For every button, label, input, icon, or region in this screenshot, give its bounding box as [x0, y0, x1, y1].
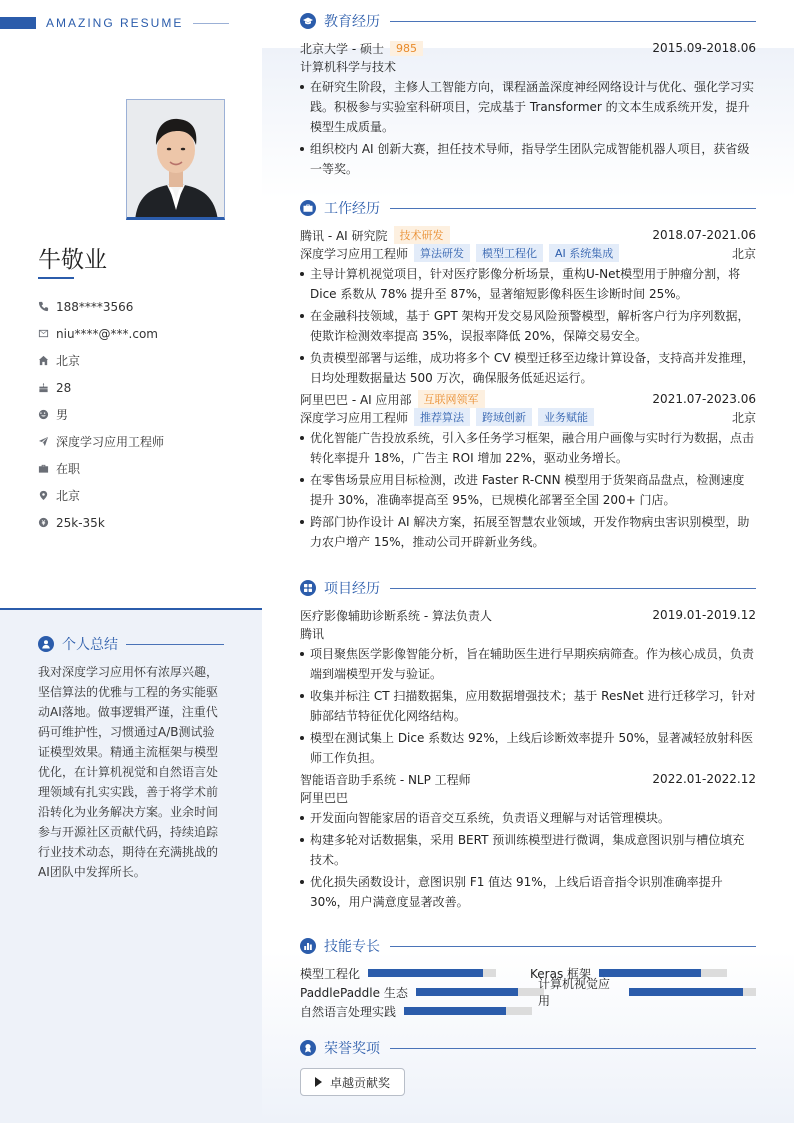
job-skill-tag: 推荐算法 [414, 408, 470, 426]
job-company: 阿里巴巴 - AI 应用部 [300, 392, 412, 407]
work-section [300, 198, 756, 554]
skill-bar [416, 988, 544, 996]
bar-chart-icon [300, 938, 316, 954]
skill-name: PaddlePaddle 生态 [300, 985, 408, 1000]
job-entry [300, 390, 756, 552]
education-section [300, 11, 756, 181]
job-bullets [300, 264, 756, 388]
info-home-text: 北京 [56, 354, 81, 368]
job-bullets [300, 428, 756, 552]
job-skill-tag: AI 系统集成 [549, 244, 619, 262]
job-date: 2021.07-2023.06 [652, 392, 756, 406]
project-org-row [300, 788, 756, 806]
candidate-name: 牛敬业 [38, 247, 107, 273]
honor-label: 卓越贡献奖 [330, 1075, 391, 1090]
honors-title-line [390, 1048, 756, 1049]
job-position-row [300, 408, 756, 426]
projects-title: 项目经历 [324, 581, 380, 597]
work-title-line [390, 208, 756, 209]
job-position: 深度学习应用工程师 [300, 246, 409, 261]
info-position [38, 428, 164, 455]
brand-text: AMAZING RESUME [46, 16, 184, 30]
salary-icon [38, 517, 49, 528]
skills-header [300, 936, 756, 956]
honors-header [300, 1038, 756, 1058]
skill-bar [629, 988, 756, 996]
honors-title: 荣誉奖项 [324, 1041, 380, 1057]
job-tag: 技术研发 [394, 226, 450, 244]
info-phone [38, 293, 164, 320]
honors-section [300, 1038, 756, 1096]
info-location-text: 北京 [56, 489, 81, 503]
skill-fill [629, 988, 743, 996]
brand-bar [0, 17, 36, 29]
job-bullet: 负责模型部署与运维，成功将多个 CV 模型迁移至边缘计算设备，支持高并发推理，日均处理数据量达 500 万次，确保服务低延迟运行。 [300, 348, 756, 388]
skill-name: 自然语言处理实践 [300, 1004, 397, 1019]
job-company: 腾讯 - AI 研究院 [300, 228, 388, 243]
send-icon [38, 436, 49, 447]
job-bullet: 在零售场景应用目标检测，改进 Faster R-CNN 模型用于货架商品盘点，检测速度提升 30%，准确率提高至 95%，已规模化部署至全国 200+ 门店。 [300, 470, 756, 510]
skills-grid [300, 962, 756, 1022]
education-major-row [300, 57, 756, 75]
project-org: 腾讯 [300, 626, 325, 641]
grid-icon [300, 580, 316, 596]
skill-item [300, 1002, 532, 1020]
info-status [38, 455, 164, 482]
skill-item [300, 964, 496, 982]
cake-icon [38, 382, 49, 393]
project-date: 2019.01-2019.12 [652, 608, 756, 622]
job-city: 北京 [731, 246, 756, 261]
education-school: 北京大学 - 硕士 [300, 41, 384, 56]
education-bullets [300, 77, 756, 179]
home-icon [38, 355, 49, 366]
briefcase-icon [38, 463, 49, 474]
mail-icon [38, 328, 49, 339]
projects-section [300, 578, 756, 914]
project-bullet: 模型在测试集上 Dice 系数达 92%，上线后诊断效率提升 50%，显著减轻放射科医师工作负担。 [300, 728, 756, 768]
info-email [38, 320, 164, 347]
info-salary [38, 509, 164, 536]
brand-header [0, 14, 229, 32]
skill-name: 模型工程化 [300, 966, 361, 981]
info-age [38, 374, 164, 401]
job-city: 北京 [731, 410, 756, 425]
summary-title: 个人总结 [62, 637, 118, 653]
project-row [300, 770, 756, 788]
job-skill-tag: 跨域创新 [476, 408, 532, 426]
award-icon [300, 1040, 316, 1056]
education-header [300, 11, 756, 31]
education-bullet: 组织校内 AI 创新大赛，担任技术导师，指导学生团队完成智能机器人项目，获省级一等奖。 [300, 139, 756, 179]
job-position: 深度学习应用工程师 [300, 410, 409, 425]
info-home [38, 347, 164, 374]
job-bullet: 在金融科技领域，基于 GPT 架构开发交易风险预警模型，解析客户行为序列数据，使欺诈检测效率提高 35%，误报率降低 20%，保障交易安全。 [300, 306, 756, 346]
education-entry [300, 39, 756, 179]
project-entry [300, 606, 756, 768]
project-org-row [300, 624, 756, 642]
projects-header [300, 578, 756, 598]
project-name: 医疗影像辅助诊断系统 - 算法负责人 [300, 608, 492, 623]
skill-bar [368, 969, 496, 977]
skill-name: 计算机视觉应用 [538, 977, 611, 1008]
job-date: 2018.07-2021.06 [652, 228, 756, 242]
project-bullet: 构建多轮对话数据集，采用 BERT 预训练模型进行微调，集成意图识别与槽位填充技术。 [300, 830, 756, 870]
summary-header [38, 634, 224, 654]
project-bullets [300, 808, 756, 912]
profile-photo [126, 99, 225, 220]
skills-section [300, 936, 756, 1022]
work-header [300, 198, 756, 218]
education-row [300, 39, 756, 57]
skill-name: Keras 框架 [530, 966, 592, 981]
info-email-text: niu****@***.com [56, 326, 158, 341]
job-bullet: 优化智能广告投放系统，引入多任务学习框架，融合用户画像与实时行为数据，点击转化率提升 18%，广告主 ROI 增加 22%，驱动业务增长。 [300, 428, 756, 468]
skills-title: 技能专长 [324, 939, 380, 955]
project-bullet: 收集并标注 CT 扫描数据集，应用数据增强技术；基于 ResNet 进行迁移学习，针对肺部结节特征优化网络结构。 [300, 686, 756, 726]
project-bullets [300, 644, 756, 768]
job-company-row [300, 390, 756, 408]
skill-fill [368, 969, 483, 977]
briefcase-icon [300, 200, 316, 216]
info-status-text: 在职 [56, 462, 81, 476]
brand-line [193, 23, 229, 24]
skill-bar [404, 1007, 532, 1015]
summary-title-line [126, 644, 224, 645]
education-bullet: 在研究生阶段，主修人工智能方向，课程涵盖深度神经网络设计与优化、强化学习实践。积极参与实验室科研项目，完成基于 Transformer 的文本生成系统开发，提升模型生成质量。 [300, 77, 756, 137]
graduation-cap-icon [300, 13, 316, 29]
skills-title-line [390, 946, 756, 947]
skill-fill [404, 1007, 506, 1015]
project-entry [300, 770, 756, 912]
info-gender [38, 401, 164, 428]
project-bullet: 开发面向智能家居的语音交互系统，负责语义理解与对话管理模块。 [300, 808, 756, 828]
info-position-text: 深度学习应用工程师 [56, 435, 165, 449]
education-tag: 985 [390, 41, 423, 56]
info-gender-text: 男 [56, 408, 69, 422]
job-skill-tag: 模型工程化 [476, 244, 543, 262]
education-title-line [390, 21, 756, 22]
job-bullet: 主导计算机视觉项目，针对医疗影像分析场景，重构U-Net模型用于肿瘤分割，将 Dice 系数从 78% 提升至 87%，显著缩短影像科医生诊断时间 25%。 [300, 264, 756, 304]
honor-item-button[interactable] [300, 1068, 405, 1096]
skill-item [538, 977, 756, 1008]
location-icon [38, 490, 49, 501]
project-org: 阿里巴巴 [300, 790, 349, 805]
summary-text: 我对深度学习应用怀有浓厚兴趣，坚信算法的优雅与工程的务实能驱动AI落地。做事逻辑严谨，注重代码可维护性，习惯通过A/B测试验证模型效果。精通主流框架与模型优化，在计算机视觉和自然语言处理领域有扎实实践，善于将学术前沿转化为业务解决方案。业余时间参与开源社区贡献代码，持续追踪行业技术动态，期待在充满挑战的AI团队中发挥所长。 [38, 665, 219, 879]
name-underline [38, 277, 74, 279]
project-date: 2022.01-2022.12 [652, 772, 756, 786]
job-entry [300, 226, 756, 388]
project-name: 智能语音助手系统 - NLP 工程师 [300, 772, 471, 787]
contact-info-list [38, 293, 164, 536]
skill-item [300, 983, 544, 1001]
project-row [300, 606, 756, 624]
job-tag: 互联网领军 [418, 390, 485, 408]
user-icon [38, 636, 54, 652]
gender-icon [38, 409, 49, 420]
job-company-row [300, 226, 756, 244]
phone-icon [38, 301, 49, 312]
project-bullet: 优化损失函数设计，意图识别 F1 值达 91%，上线后语音指令识别准确率提升 30%，用户满意度显著改善。 [300, 872, 756, 912]
info-location [38, 482, 164, 509]
work-title: 工作经历 [324, 201, 380, 217]
info-phone-text: 188****3566 [56, 299, 134, 314]
job-skill-tag: 算法研发 [414, 244, 470, 262]
education-major: 计算机科学与技术 [300, 59, 397, 74]
play-icon [315, 1077, 322, 1087]
education-date: 2015.09-2018.06 [652, 41, 756, 55]
project-bullet: 项目聚焦医学影像智能分析，旨在辅助医生进行早期疾病筛查。作为核心成员，负责端到端模型开发与验证。 [300, 644, 756, 684]
info-salary-text: 25k-35k [56, 515, 105, 530]
info-age-text: 28 [56, 380, 72, 395]
projects-title-line [390, 588, 756, 589]
education-title: 教育经历 [324, 14, 380, 30]
portrait-image [127, 100, 225, 220]
job-skill-tag: 业务赋能 [538, 408, 594, 426]
skill-fill [416, 988, 518, 996]
job-position-row [300, 244, 756, 262]
job-bullet: 跨部门协作设计 AI 解决方案，拓展至智慧农业领域，开发作物病虫害识别模型，助力农户增产 15%，推动公司开辟新业务线。 [300, 512, 756, 552]
